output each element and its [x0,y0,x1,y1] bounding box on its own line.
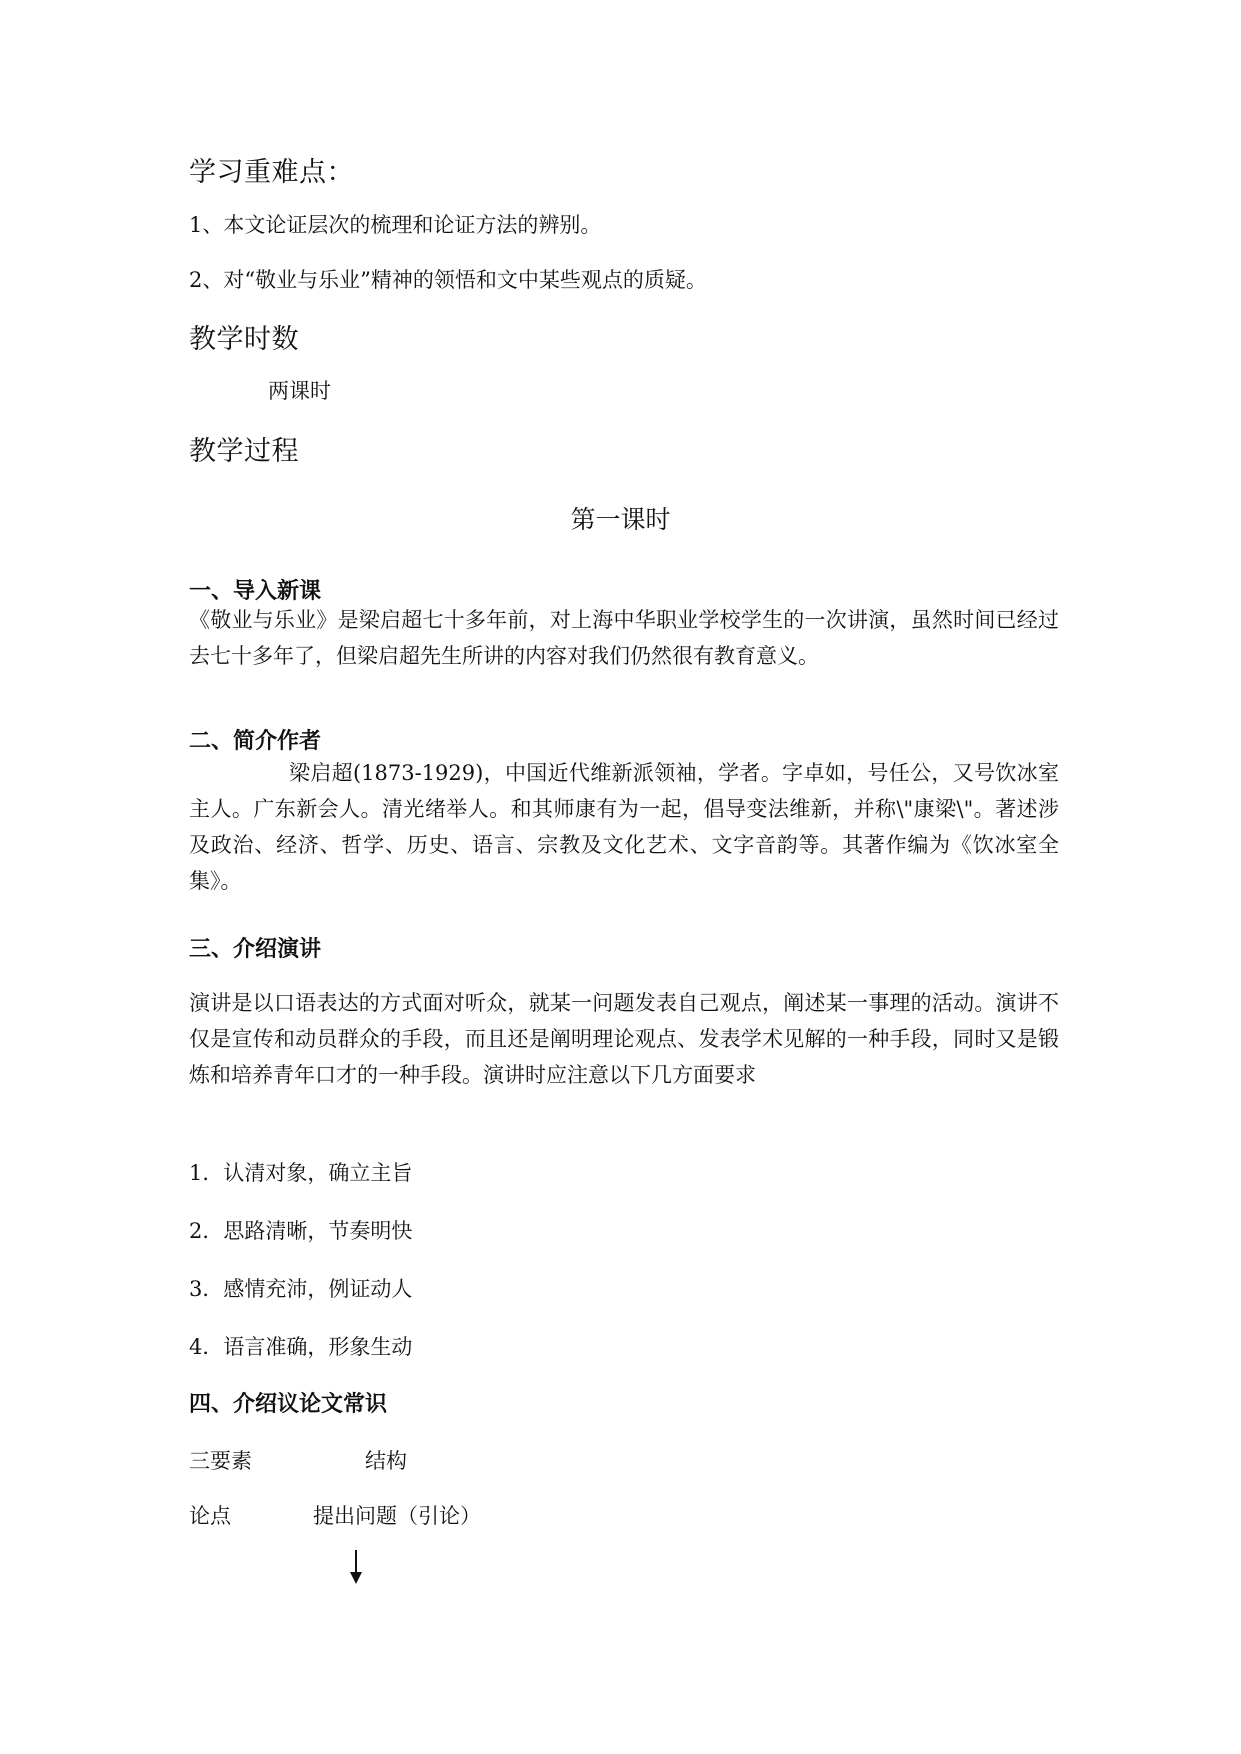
heading-teaching-hours: 教学时数 [189,324,299,355]
list-item: 1．认清对象，确立主旨 [189,1161,413,1185]
section-3-text: 演讲是以口语表达的方式面对听众，就某一问题发表自己观点，阐述某一事理的活动。演讲不仅是宣传和动员群众的手段，而且还是阐明理论观点、发表学术见解的一种手段，同时又是锻炼和培养青年口才的一种手段。演讲时应注意以下几方面要求 [189,991,1059,1087]
section-1-text: 《敬业与乐业》是梁启超七十多年前，对上海中华职业学校学生的一次讲演，虽然时间已经过去七十多年了，但梁启超先生所讲的内容对我们仍然很有教育意义。 [189,608,1059,668]
key-point-1: 1、本文论证层次的梳理和论证方法的辨别。 [189,213,602,237]
table-cell-introduction: 提出问题（引论） [313,1504,481,1528]
teaching-hours-value: 两课时 [268,379,331,403]
table-header-elements: 三要素 [189,1449,252,1473]
heading-key-points: 学习重难点： [189,157,354,188]
table-cell-thesis: 论点 [189,1504,231,1528]
section-3-title: 三、介绍演讲 [189,937,322,962]
section-4-title: 四、介绍议论文常识 [189,1392,388,1417]
list-item: 2．思路清晰，节奏明快 [189,1219,413,1243]
section-1-title: 一、导入新课 [189,579,322,604]
list-item: 3．感情充沛，例证动人 [189,1277,413,1301]
table-header-structure: 结构 [365,1449,407,1473]
lesson-title: 第一课时 [570,505,671,534]
list-item: 4．语言准确，形象生动 [189,1335,413,1359]
key-point-2: 2、对“敬业与乐业”精神的领悟和文中某些观点的质疑。 [189,268,707,292]
heading-teaching-process: 教学过程 [189,436,299,467]
section-2-title: 二、简介作者 [189,729,322,754]
section-2-text: 梁启超(1873-1929)，中国近代维新派领袖，学者。字卓如，号任公，又号饮冰室主人。广东新会人。清光绪举人。和其师康有为一起，倡导变法维新，并称\"康梁\"。著述涉及政治、经济、哲学、历史、语言、宗教及文化艺术、文字音韵等。其著作编为《饮冰室全集》。 [189,761,1059,893]
down-arrow-icon [349,1550,363,1584]
